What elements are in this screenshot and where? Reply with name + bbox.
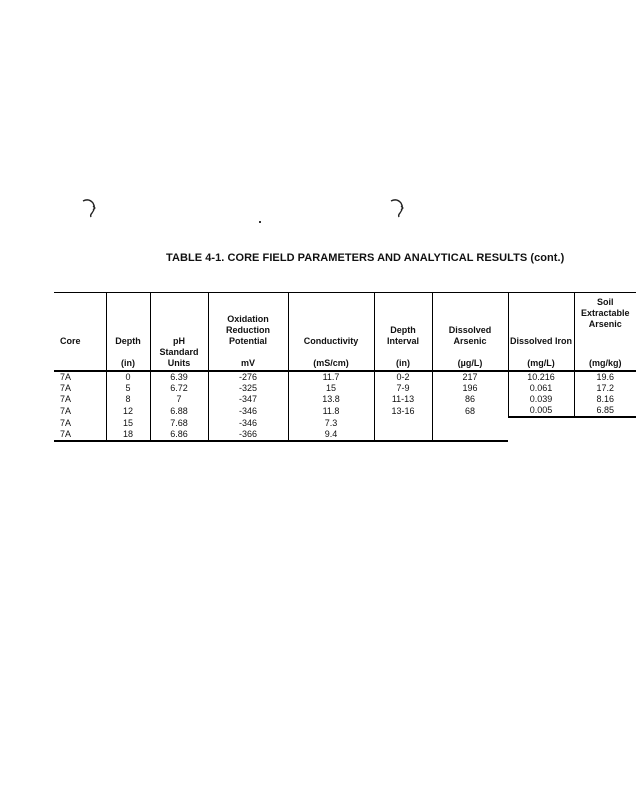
- col-header-dissolved-iron-label: Dissolved Iron: [509, 336, 572, 346]
- col-header-soil-extractable-arsenic-label: Soil Extractable Arsenic: [580, 297, 630, 329]
- cell-depth: 15: [106, 417, 150, 429]
- cell-conductivity: 15: [288, 383, 374, 394]
- cell-core: 7A: [60, 405, 72, 416]
- table-row: [54, 394, 636, 405]
- cell-conductivity: 11.8: [288, 405, 374, 417]
- table-title: TABLE 4-1. CORE FIELD PARAMETERS AND ANALYTICAL RESULTS (cont.): [166, 252, 565, 264]
- unit-dissolved-iron: (mg/L): [508, 347, 574, 371]
- col-header-depth-interval-label: Depth Interval: [386, 325, 419, 346]
- col-header-depth: Depth: [106, 293, 150, 348]
- unit-ph-label: Standard Units: [159, 347, 199, 368]
- cell-dissolved-iron: 0.005: [508, 405, 574, 417]
- cell-soil-extractable-arsenic: 6.85: [574, 405, 636, 417]
- table-row: [54, 417, 636, 429]
- col-header-ph: pH: [150, 293, 208, 348]
- cell-soil-extractable-arsenic: [574, 417, 636, 429]
- cell-depth-interval: 13-16: [374, 405, 432, 417]
- cell-conductivity: 7.3: [288, 417, 374, 429]
- cell-core: 7A: [60, 383, 72, 393]
- cell-core: 7A: [60, 372, 72, 382]
- cell-conductivity: 13.8: [288, 394, 374, 405]
- unit-depth: (in): [106, 347, 150, 371]
- cell-dissolved-iron: 0.061: [508, 383, 574, 394]
- cell-depth-interval: 7-9: [374, 383, 432, 394]
- cell-depth-interval: [374, 417, 432, 429]
- cell-orp: -346: [208, 405, 288, 417]
- cell-dissolved-arsenic: 217: [432, 371, 508, 383]
- col-header-depth-interval: [374, 293, 432, 348]
- cell-soil-extractable-arsenic: 19.6: [574, 371, 636, 383]
- col-header-core: Core: [60, 336, 81, 346]
- cell-depth-interval: 11-13: [374, 394, 432, 405]
- col-header-orp: [208, 293, 288, 348]
- cell-ph: 7.68: [150, 417, 208, 429]
- cell-dissolved-iron: [508, 429, 574, 441]
- cell-core: 7A: [60, 417, 72, 428]
- unit-orp: mV: [208, 347, 288, 371]
- cell-soil-extractable-arsenic: 8.16: [574, 394, 636, 405]
- cell-depth-interval: 0-2: [374, 371, 432, 383]
- hole-punch-mark-right: [389, 198, 405, 218]
- table-row: [54, 371, 636, 383]
- cell-dissolved-arsenic: 86: [432, 394, 508, 405]
- cell-dissolved-arsenic: 196: [432, 383, 508, 394]
- cell-orp: -325: [208, 383, 288, 394]
- cell-dissolved-iron: 10.216: [508, 371, 574, 383]
- unit-core: [54, 347, 106, 371]
- cell-dissolved-arsenic: [432, 429, 508, 441]
- cell-dissolved-arsenic: 68: [432, 405, 508, 417]
- col-header-soil-extractable-arsenic: [574, 293, 636, 348]
- results-table: [54, 292, 636, 442]
- header-row-units: [54, 347, 636, 371]
- col-header-dissolved-arsenic: [432, 293, 508, 348]
- scan-speck: [259, 221, 261, 223]
- cell-conductivity: 11.7: [288, 371, 374, 383]
- results-table-container: [54, 292, 630, 444]
- cell-dissolved-iron: 0.039: [508, 394, 574, 405]
- cell-orp: -366: [208, 429, 288, 441]
- cell-ph: 6.88: [150, 405, 208, 417]
- cell-soil-extractable-arsenic: [574, 429, 636, 441]
- table-row: [54, 429, 636, 441]
- cell-depth: 8: [106, 394, 150, 405]
- table-row: [54, 383, 636, 394]
- cell-depth-interval: [374, 429, 432, 441]
- unit-dissolved-arsenic: (µg/L): [432, 347, 508, 371]
- cell-depth: 5: [106, 383, 150, 394]
- unit-soil-extractable-arsenic: (mg/kg): [574, 347, 636, 371]
- unit-conductivity: (mS/cm): [288, 347, 374, 371]
- col-header-conductivity: Conductivity: [288, 293, 374, 348]
- col-header-dissolved-arsenic-label: Dissolved Arsenic: [448, 325, 492, 346]
- cell-ph: 6.72: [150, 383, 208, 394]
- cell-core: 7A: [60, 394, 72, 404]
- table-row: [54, 405, 636, 417]
- cell-ph: 6.86: [150, 429, 208, 441]
- hole-punch-mark-left: [81, 198, 97, 218]
- cell-depth: 18: [106, 429, 150, 441]
- cell-dissolved-arsenic: [432, 417, 508, 429]
- cell-soil-extractable-arsenic: 17.2: [574, 383, 636, 394]
- cell-orp: -346: [208, 417, 288, 429]
- cell-ph: 7: [150, 394, 208, 405]
- col-header-dissolved-iron: [508, 293, 574, 348]
- header-row-names: [54, 293, 636, 348]
- unit-ph: [150, 347, 208, 371]
- cell-conductivity: 9.4: [288, 429, 374, 441]
- col-header-orp-label: Oxidation Reduction Potential: [226, 314, 270, 346]
- cell-orp: -276: [208, 371, 288, 383]
- cell-dissolved-iron: [508, 417, 574, 429]
- cell-depth: 0: [106, 371, 150, 383]
- cell-orp: -347: [208, 394, 288, 405]
- cell-core: 7A: [54, 429, 106, 441]
- cell-ph: 6.39: [150, 371, 208, 383]
- unit-depth-interval: (in): [374, 347, 432, 371]
- cell-depth: 12: [106, 405, 150, 417]
